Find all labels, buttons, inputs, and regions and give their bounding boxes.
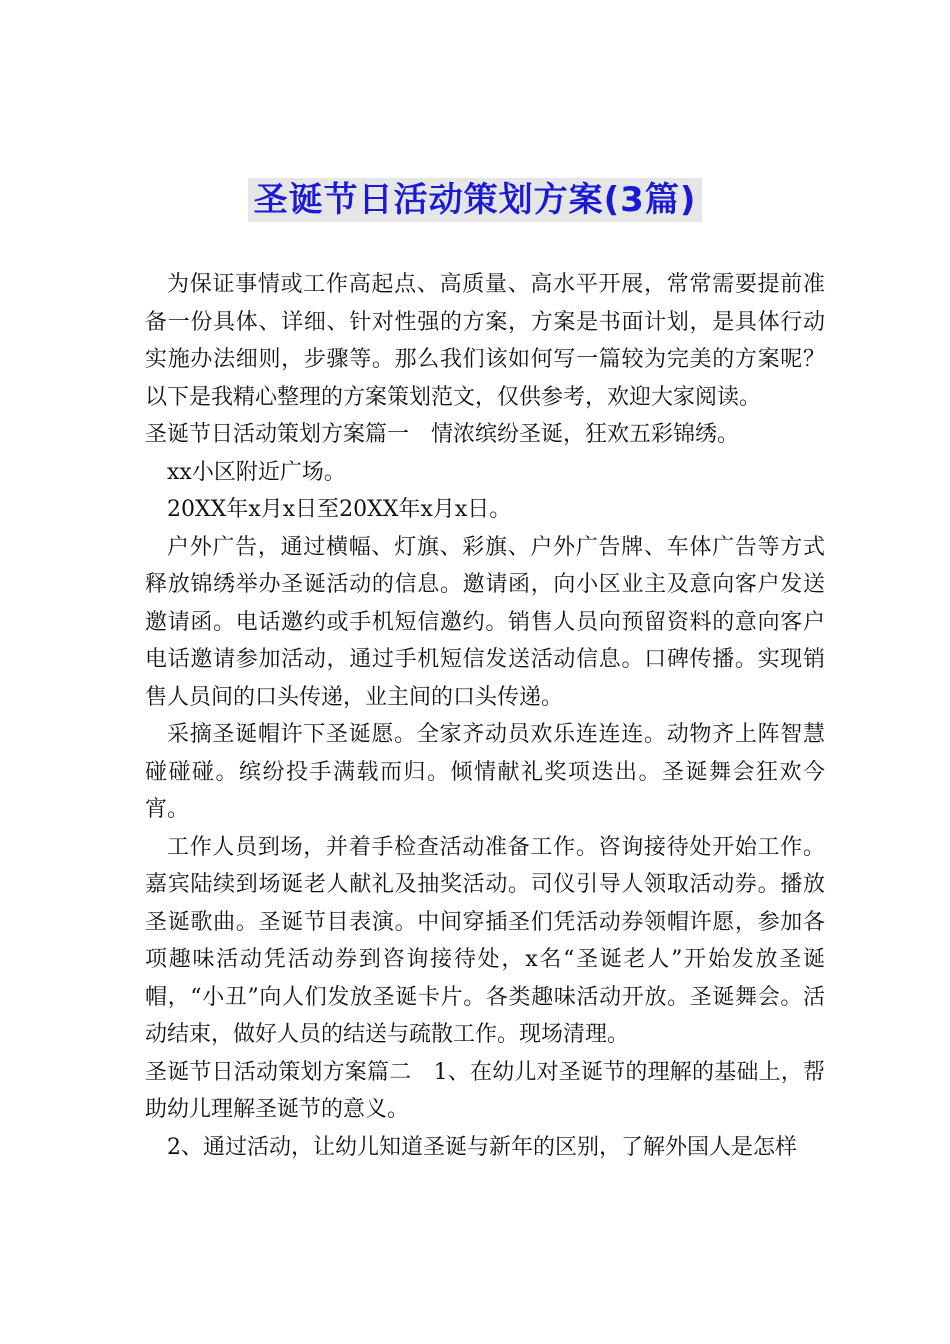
document-title: 圣诞节日活动策划方案(3篇) [248,178,703,222]
activities-paragraph: 采摘圣诞帽许下圣诞愿。全家齐动员欢乐连连连。动物齐上阵智慧碰碰碰。缤纷投手满载而归。倾情献礼奖项迭出。圣诞舞会狂欢今宵。 [145,722,825,822]
date-paragraph: 20XX年x月x日至20XX年x月x日。 [167,497,512,522]
section-heading-2: 圣诞节日活动策划方案篇二 1、在幼儿对圣诞节的理解的基础上，帮助幼儿理解圣诞节的意义。 [145,1059,825,1122]
goal-paragraph: 2、通过活动，让幼儿知道圣诞与新年的区别，了解外国人是怎样 [167,1134,797,1160]
process-paragraph: 工作人员到场，并着手检查活动准备工作。咨询接待处开始工作。嘉宾陆续到场诞老人献礼及抽奖活动。司仪引导人领取活动券。播放圣诞歌曲。圣诞节目表演。中间穿插圣们凭活动券领帽许愿，参加各项趣味活动凭活动券到咨询接待处，x名“圣诞老人”开始发放圣诞帽，“小丑”向人们发放圣诞卡片。各类趣味活动开放。圣诞舞会。活动结束，做好人员的结送与疏散工作。现场清理。 [145,834,825,1047]
section-heading-1: 圣诞节日活动策划方案篇一 情浓缤纷圣诞，狂欢五彩锦绣。 [145,422,740,447]
title-container [0,178,950,222]
document-body [145,266,825,1166]
intro-paragraph: 为保证事情或工作高起点、高质量、高水平开展，常常需要提前准备一份具体、详细、针对性强的方案，方案是书面计划，是具体行动实施办法细则，步骤等。那么我们该如何写一篇较为完美的方案呢？以下是我精心整理的方案策划范文，仅供参考，欢迎大家阅读。 [145,272,825,410]
promotion-paragraph: 户外广告，通过横幅、灯旗、彩旗、户外广告牌、车体广告等方式释放锦绣举办圣诞活动的信息。邀请函，向小区业主及意向客户发送邀请函。电话邀约或手机短信邀约。销售人员向预留资料的意向客户电话邀请参加活动，通过手机短信发送活动信息。口碑传播。实现销售人员间的口头传递，业主间的口头传递。 [145,534,825,710]
location-paragraph: xx小区附近广场。 [167,459,346,485]
